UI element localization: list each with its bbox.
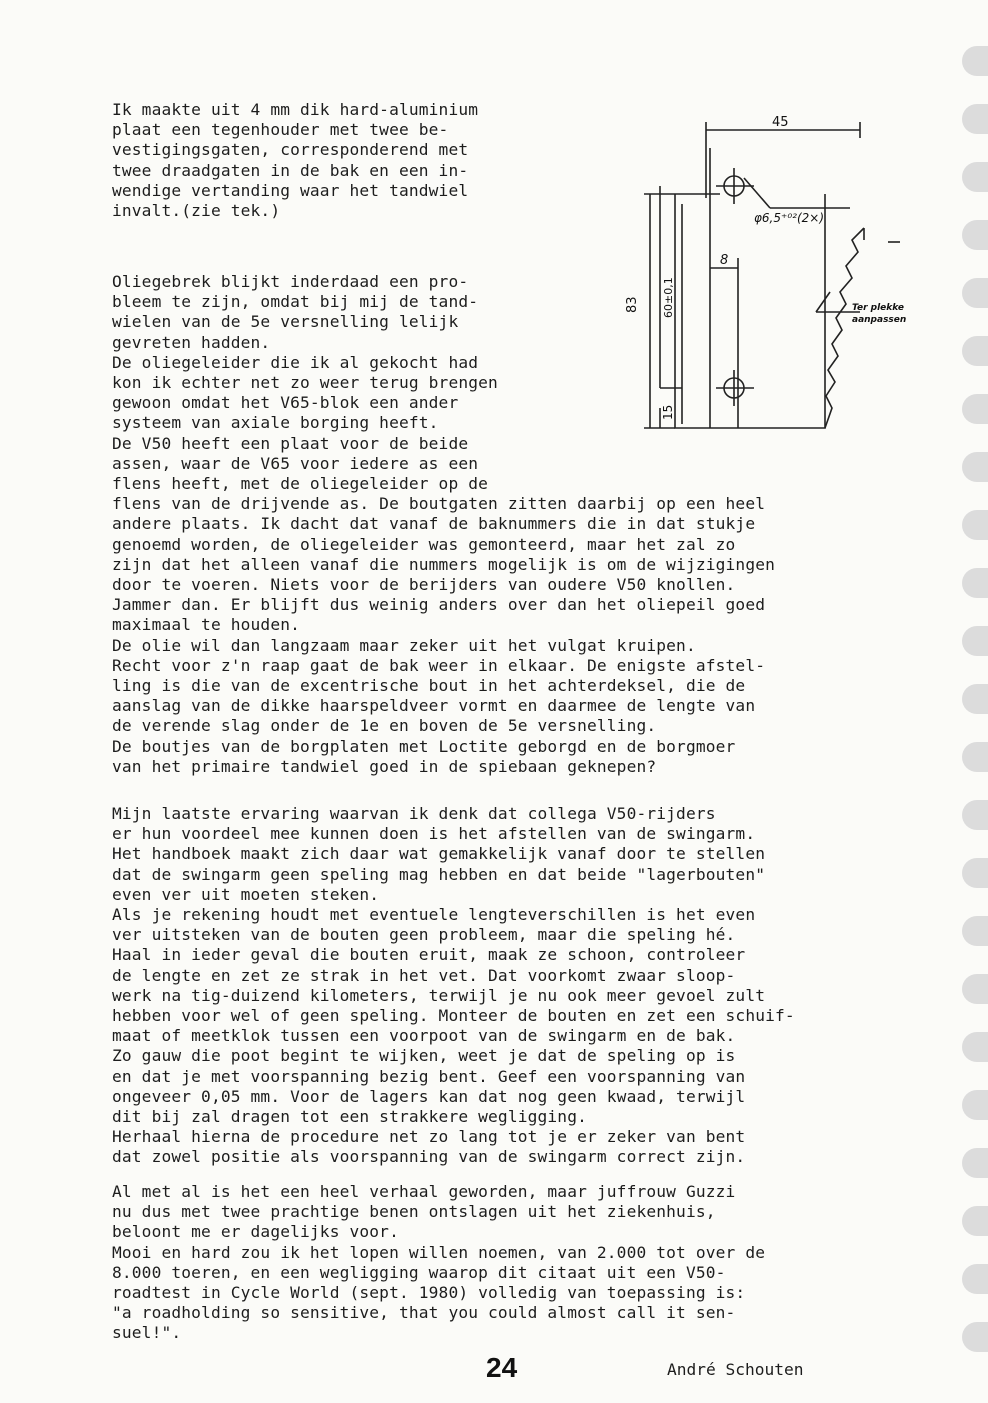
binder-hole: [962, 1264, 988, 1294]
text-line: genoemd worden, de oliegeleider was gemonteerd, maar het zal zo: [112, 534, 736, 554]
binder-hole: [962, 220, 988, 250]
text-line: andere plaats. Ik dacht dat vanaf de baknummers die in dat stukje: [112, 514, 756, 534]
text-line: Recht voor z'n raap gaat de bak weer in elkaar. De enigste afstel-: [112, 655, 766, 675]
plate-outline: [675, 194, 825, 428]
text-line: dat de swingarm geen speling mag hebben en dat beide "lagerbouten": [112, 864, 766, 884]
author-signature: André Schouten: [667, 1360, 804, 1379]
dim-label-bottom: 15: [661, 404, 675, 420]
text-line: flens van de drijvende as. De boutgaten zitten daarbij op een heel: [112, 494, 766, 514]
text-line: roadtest in Cycle World (sept. 1980) volledig van toepassing is:: [112, 1283, 746, 1302]
technical-drawing: [620, 108, 920, 448]
binder-hole: [962, 1322, 988, 1352]
binder-hole: [962, 162, 988, 192]
binder-hole: [962, 1090, 988, 1120]
text-line: De boutjes van de borgplaten met Loctite geborgd en de borgmoer: [112, 736, 736, 756]
binder-hole: [962, 1206, 988, 1236]
text-line: Herhaal hierna de procedure net zo lang tot je er zeker van bent: [112, 1127, 746, 1147]
dim-label-height: 83: [625, 296, 640, 313]
text-line: aanslag van de dikke haarspeldveer vormt en daarmee de lengte van: [112, 696, 756, 716]
text-line: Al met al is het een heel verhaal geworden, maar juffrouw Guzzi: [112, 1182, 736, 1201]
text-line: Als je rekening houdt met eventuele lengteverschillen is het even: [112, 905, 756, 924]
binder-hole: [962, 394, 988, 424]
text-line: twee draadgaten in de bak en een in-: [112, 160, 469, 180]
text-line: de lengte en zet ze strak in het vet. Dat voorkomt zwaar sloop-: [112, 965, 736, 985]
binder-hole: [962, 278, 988, 308]
binder-hole: [962, 452, 988, 482]
binder-hole: [962, 46, 988, 76]
text-line: van het primaire tandwiel goed in de spiebaan geknepen?: [112, 756, 657, 776]
text-line: Mooi en hard zou ik het lopen willen noemen, van 2.000 tot over de: [112, 1242, 766, 1262]
binder-hole: [962, 858, 988, 888]
note-label-line1: Ter plekke: [852, 303, 905, 313]
gear-teeth: [825, 228, 864, 428]
binder-hole: [962, 626, 988, 656]
binder-hole: [962, 916, 988, 946]
text-line: kon ik echter net zo weer terug brengen: [112, 373, 498, 392]
text-line: Mijn laatste ervaring waarvan ik denk dat collega V50-rijders: [112, 804, 716, 823]
binder-hole: [962, 336, 988, 366]
text-line: plaat een tegenhouder met twee be-: [112, 120, 449, 140]
binder-hole: [962, 974, 988, 1004]
text-line: suel!".: [112, 1323, 182, 1343]
text-line: hebben voor wel of geen speling. Monteer de bouten en zet een schuif-: [112, 1006, 795, 1025]
dim-label-inner: 8: [720, 253, 729, 268]
binder-hole: [962, 1148, 988, 1178]
text-line: maximaal te houden.: [112, 615, 301, 635]
text-line: De V50 heeft een plaat voor de beide: [112, 433, 469, 453]
binder-hole: [962, 800, 988, 830]
text-line: zijn dat het alleen vanaf die nummers mogelijk is om de wijzigingen: [112, 554, 776, 574]
text-line: ling is die van de excentrische bout in het achterdeksel, die de: [112, 676, 746, 695]
binder-hole: [962, 742, 988, 772]
text-line: Het handboek maakt zich daar wat gemakkelijk vanaf door te stellen: [112, 844, 766, 864]
text-line: door te voeren. Niets voor de berijders van oudere V50 knollen.: [112, 575, 736, 594]
dim-label-holes: 60±0,1: [662, 277, 675, 318]
text-line: "a roadholding so sensitive, that you could almost call it sen-: [112, 1303, 736, 1323]
text-line: invalt.(zie tek.): [112, 201, 281, 220]
dim-label-hole: φ6,5⁺⁰²(2×): [754, 211, 825, 225]
text-line: nu dus met twee prachtige benen ontslagen uit het ziekenhuis,: [112, 1202, 716, 1222]
text-line: assen, waar de V65 voor iedere as een: [112, 453, 479, 473]
binder-hole: [962, 568, 988, 598]
page-number: 24: [486, 1352, 518, 1383]
text-line: Haal in ieder geval die bouten eruit, maak ze schoon, controleer: [112, 945, 746, 965]
text-line: de verende slag onder de 1e en boven de 5e versnelling.: [112, 716, 657, 736]
text-line: werk na tig-duizend kilometers, terwijl je nu ook meer gevoel zult: [112, 985, 766, 1005]
text-line: dit bij zal dragen tot een strakkere wegligging.: [112, 1107, 587, 1126]
text-line: even ver uit moeten steken.: [112, 884, 380, 904]
text-line: Zo gauw die poot begint te wijken, weet je dat de speling op is: [112, 1046, 736, 1066]
text-line: gevreten hadden.: [112, 332, 271, 352]
text-line: en dat je met voorspanning bezig bent. Geef een voorspanning van: [112, 1066, 746, 1086]
text-line: dat zowel positie als voorspanning van de swingarm correct zijn.: [112, 1147, 746, 1167]
dim-label-top: 45: [772, 115, 789, 130]
text-line: gewoon omdat het V65-blok een ander: [112, 393, 459, 413]
binder-hole: [962, 1032, 988, 1062]
text-line: systeem van axiale borging heeft.: [112, 413, 439, 433]
text-line: De oliegeleider die ik al gekocht had: [112, 352, 479, 372]
binder-hole: [962, 684, 988, 714]
text-line: vestigingsgaten, corresponderend met: [112, 140, 469, 160]
text-line: beloont me er dagelijks voor.: [112, 1222, 399, 1242]
text-line: 8.000 toeren, en een wegligging waarop dit citaat uit een V50-: [112, 1262, 726, 1282]
text-line: wielen van de 5e versnelling lelijk: [112, 312, 459, 332]
text-line: flens heeft, met de oliegeleider op de: [112, 474, 489, 493]
text-line: Ik maakte uit 4 mm dik hard-aluminium: [112, 100, 479, 119]
text-line: er hun voordeel mee kunnen doen is het afstellen van de swingarm.: [112, 824, 756, 844]
binder-hole: [962, 104, 988, 134]
text-line: De olie wil dan langzaam maar zeker uit het vulgat kruipen.: [112, 635, 696, 655]
text-line: Jammer dan. Er blijft dus weinig anders over dan het oliepeil goed: [112, 595, 766, 615]
text-line: Oliegebrek blijkt inderdaad een pro-: [112, 272, 469, 291]
text-line: ongeveer 0,05 mm. Voor de lagers kan dat nog geen kwaad, terwijl: [112, 1086, 746, 1106]
text-line: wendige vertanding waar het tandwiel: [112, 180, 469, 200]
text-line: ver uitsteken van de bouten geen probleem, maar die speling hé.: [112, 925, 736, 945]
binder-hole: [962, 510, 988, 540]
note-label-line2: aanpassen: [852, 315, 907, 325]
text-line: maat of meetklok tussen een voorpoot van de swingarm en de bak.: [112, 1026, 736, 1046]
text-line: bleem te zijn, omdat bij mij de tand-: [112, 292, 479, 312]
